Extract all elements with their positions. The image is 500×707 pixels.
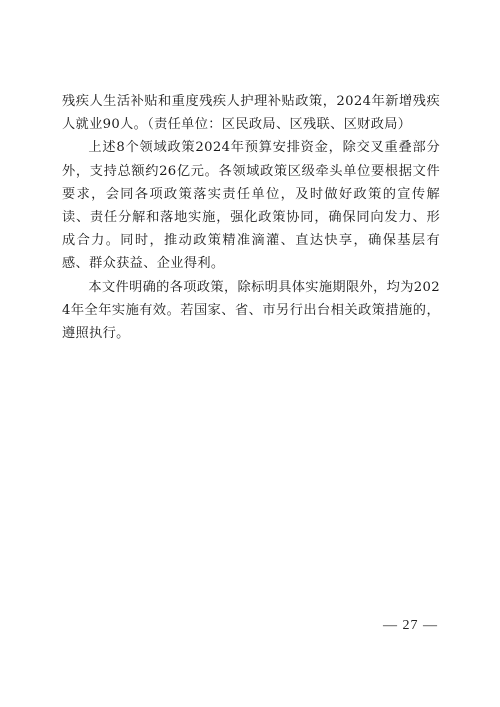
paragraph-funding-summary: 上述8个领域政策2024年预算安排资金，除交叉重叠部分外，支持总额约26亿元。各领域政策区级牵头单位要根据文件要求，会同各项政策落实责任单位，及时做好政策的宣传解读、责任分解和落地实施，强化政策协同，确保同向发力、形成合力。同时，推动政策精准滴灌、直达快享，确保基层有感、群众获益、企业得利。 — [62, 140, 440, 272]
page-number: — 27 — — [383, 618, 438, 633]
paragraph-effective-period: 本文件明确的各项政策，除标明具体实施期限外，均为2024年全年实施有效。若国家、省、市另行出台相关政策措施的，遵照执行。 — [62, 279, 440, 342]
paragraph-continuation: 残疾人生活补贴和重度残疾人护理补贴政策，2024年新增残疾人就业90人。（责任单位：区民政局、区残联、区财政局） — [62, 94, 440, 133]
body-text — [62, 90, 440, 345]
